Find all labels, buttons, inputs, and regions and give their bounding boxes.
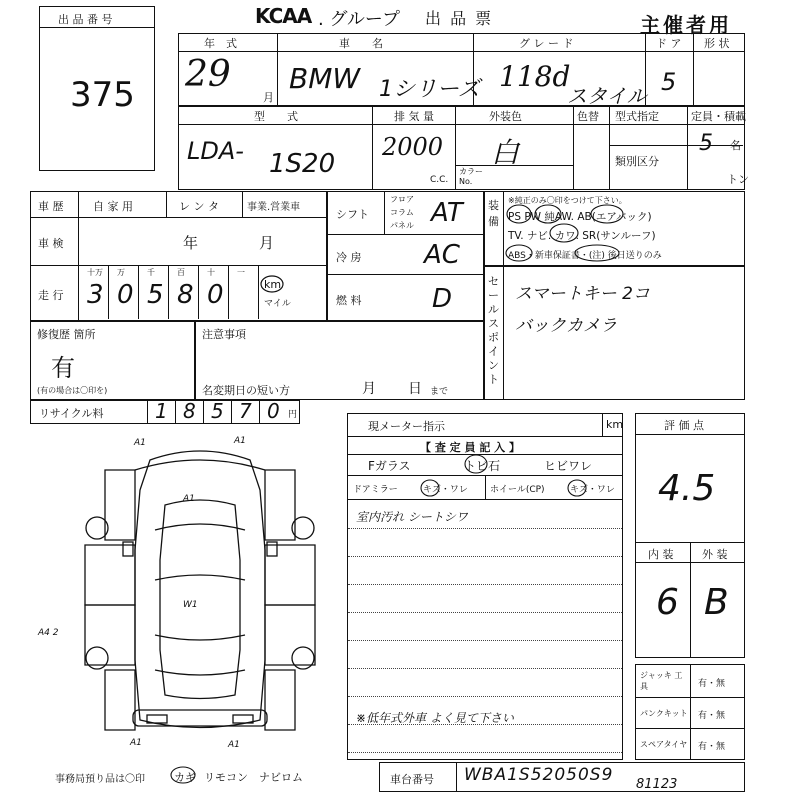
- mileage-mile-label: マイル: [264, 299, 291, 309]
- mileage-digits: [79, 266, 326, 320]
- damage-mark-rear-left: A1: [130, 738, 142, 748]
- organizer-label: 主催者用: [640, 13, 732, 37]
- kcaa-group-label: . グループ: [318, 9, 401, 30]
- history-block: [30, 191, 327, 321]
- inspection-year: 年: [183, 234, 199, 252]
- damage-mark-side: A4 2: [38, 628, 59, 638]
- meter-label: 現メーター指示: [368, 420, 445, 433]
- history-option-rental[interactable]: レ ン タ: [179, 200, 219, 213]
- spare-tire-label: スペアタイヤ: [640, 740, 688, 749]
- mileage-label: 走 行: [38, 289, 64, 302]
- navi-label: ナビロム: [259, 771, 303, 784]
- sales-point-line1: スマートキー 2コ: [515, 284, 650, 304]
- mileage-cell: [169, 266, 199, 319]
- damage-mark-front-right: A1: [234, 436, 246, 446]
- grade-value-2: スタイル: [567, 84, 647, 108]
- lot-number-label: 出 品 番 号: [58, 13, 113, 26]
- history-label: 車 歴: [38, 200, 64, 213]
- inspector-comment-1: 室内汚れ シートシワ: [356, 510, 468, 524]
- equipment-line2: TV. ナビ. カワ. SR(サンルーフ): [508, 230, 656, 242]
- displacement-label: 排 気 量: [394, 110, 434, 123]
- puncture-kit-label: パンクキット: [640, 709, 688, 718]
- car-damage-diagram: [55, 430, 345, 750]
- key-label: カギ: [174, 771, 196, 784]
- recycle-label: リサイクル料: [39, 407, 104, 420]
- category-label: 類別区分: [615, 155, 659, 168]
- mileage-cell: [109, 266, 139, 319]
- mirror-value[interactable]: キズ・ワレ: [423, 485, 468, 495]
- exterior-color-value: 白: [491, 136, 520, 169]
- ton-unit: トン: [727, 173, 749, 186]
- shape-label: 形 状: [704, 37, 730, 50]
- recycle-block: [30, 400, 300, 424]
- inspection-label: 車 検: [38, 237, 64, 250]
- comment-rule: [348, 668, 622, 669]
- sales-point-label: セールスポイント: [488, 275, 499, 386]
- mileage-cell: [79, 266, 109, 319]
- vehicle-info-row2: [178, 106, 749, 190]
- ac-value: AC: [424, 240, 460, 270]
- capacity-label: 定員・積載: [691, 110, 746, 123]
- equipment-circle-marks: [505, 192, 745, 264]
- score-block: [635, 413, 745, 658]
- windshield-chip[interactable]: トビ石: [464, 459, 501, 473]
- drivetrain-block: [327, 191, 484, 321]
- windshield-label: Fガラス: [368, 459, 411, 473]
- year-value: 29: [185, 54, 231, 95]
- car-body-outline: [135, 451, 265, 728]
- comment-rule: [348, 640, 622, 641]
- mileage-digit: 0: [207, 280, 224, 310]
- repair-block: [30, 321, 195, 400]
- lot-number-value: 375: [70, 75, 135, 115]
- sales-point-block: [484, 266, 745, 400]
- repair-value: 有: [51, 354, 75, 382]
- mileage-unit-label: 千: [147, 268, 155, 277]
- recycle-digit: 7: [239, 399, 252, 423]
- recycle-cell: [259, 401, 287, 423]
- mileage-unit-label: 百: [177, 268, 185, 277]
- mileage-cell: [199, 266, 229, 319]
- sales-point-line2: バックカメラ: [515, 316, 617, 336]
- shift-option-floor[interactable]: フロア: [390, 195, 414, 204]
- year-month-unit: 月: [263, 91, 274, 104]
- recycle-digit: 1: [155, 399, 168, 423]
- mileage-cell: [139, 266, 169, 319]
- comment-rule: [348, 696, 622, 697]
- comment-rule: [348, 556, 622, 557]
- comment-rule: [348, 584, 622, 585]
- history-option-private[interactable]: 自 家 用: [93, 200, 133, 213]
- shift-label: シフト: [336, 208, 369, 221]
- recycle-digit: 5: [211, 399, 224, 423]
- interior-label: 内 装: [648, 548, 674, 561]
- recycle-digit: 8: [183, 399, 196, 423]
- wheel-rear-left: [86, 647, 108, 669]
- model-value: 1シリーズ: [379, 77, 480, 102]
- capacity-value: 5: [699, 131, 713, 156]
- chassis-value: WBA1S52050S9: [464, 765, 614, 785]
- comment-rule: [348, 528, 622, 529]
- mileage-digit: 3: [87, 280, 104, 310]
- exterior-value: B: [704, 582, 729, 623]
- fuel-label: 燃 料: [336, 294, 362, 307]
- chassis-label: 車台番号: [390, 773, 434, 786]
- lot-number-box: [39, 6, 155, 171]
- interior-value: 6: [656, 582, 679, 623]
- fuel-value: D: [432, 284, 453, 314]
- mileage-digit: 0: [117, 280, 134, 310]
- mileage-unit-label: 一: [237, 268, 245, 277]
- color-change-label: 色替: [577, 110, 599, 123]
- make-value: BMW: [289, 62, 361, 95]
- inspector-comment-2: ※低年式外車 よく見て下さい: [356, 711, 514, 725]
- year-label: 年 式: [204, 37, 237, 50]
- comment-rule: [348, 612, 622, 613]
- chassis-block: [379, 762, 745, 792]
- shift-option-panel[interactable]: パネル: [390, 221, 414, 230]
- history-option-business[interactable]: 事業.営業車: [247, 202, 301, 213]
- color-no-label: カラー No.: [459, 167, 483, 186]
- mileage-digit: 5: [147, 280, 164, 310]
- recycle-cell: [175, 401, 203, 423]
- recycle-digits: [147, 401, 287, 423]
- shift-value: AT: [431, 198, 463, 228]
- inspector-title: 【 査 定 員 記 入 】: [420, 441, 520, 454]
- mileage-digit: 8: [177, 280, 194, 310]
- chassis-value-2: 81123: [636, 777, 678, 792]
- inspection-month: 月: [259, 234, 275, 252]
- mirror-label: ドアミラー: [353, 485, 398, 495]
- recycle-cell: [231, 401, 259, 423]
- recycle-cell: [147, 401, 175, 423]
- grade-label: グ レ ー ド: [519, 37, 574, 50]
- damage-mark-roof: W1: [183, 600, 198, 610]
- remote-label: リモコン: [204, 771, 248, 784]
- make-label: 車 名: [339, 37, 383, 50]
- doors-value: 5: [661, 68, 677, 96]
- recycle-unit: 円: [288, 410, 298, 420]
- equipment-line3: ABS・新車保証書・(注) 後日送りのみ: [508, 251, 662, 261]
- damage-mark-rear-right: A1: [228, 740, 240, 750]
- recycle-digit: 0: [267, 399, 280, 423]
- mileage-cell: [229, 266, 259, 319]
- equipment-block: [484, 191, 745, 266]
- accessories-block: [635, 664, 745, 760]
- doors-label: ド ア: [656, 37, 682, 50]
- type-value-2: 1S20: [269, 149, 336, 179]
- mileage-km-label: km: [264, 278, 282, 291]
- form-title: 出 品 票: [425, 9, 494, 28]
- kcaa-logo: KCAA: [255, 4, 312, 28]
- repair-label: 修復歴 箇所: [37, 328, 96, 341]
- mileage-unit-label: 十万: [87, 268, 103, 277]
- mileage-unit-label: 万: [117, 268, 125, 277]
- exterior-label: 外 装: [702, 548, 728, 561]
- type-label: 型 式: [254, 110, 298, 123]
- equipment-line1: PS PW 純AW. AB(エアバック): [508, 211, 652, 223]
- mileage-unit-label: 十: [207, 268, 215, 277]
- meter-unit: km: [606, 418, 624, 431]
- jack-label: ジャッキ 工 具: [640, 671, 683, 691]
- type-designation-label: 型式指定: [615, 110, 659, 123]
- key-circle: [170, 766, 196, 784]
- capacity-unit: 名: [730, 139, 741, 152]
- inspector-block: [347, 413, 623, 760]
- wheel-label: ホイール(CP): [490, 485, 545, 495]
- displacement-unit: C.C.: [430, 175, 449, 185]
- type-value: LDA-: [187, 137, 244, 165]
- jack-value[interactable]: 有・無: [698, 679, 726, 689]
- notes-block: [195, 321, 484, 400]
- deadline-day: 日: [408, 381, 422, 397]
- damage-mark-hood: A1: [183, 494, 195, 504]
- recycle-cell: [203, 401, 231, 423]
- wheel-rear-right: [292, 647, 314, 669]
- deadline-until: まで: [430, 387, 449, 397]
- notes-label: 注意事項: [202, 328, 246, 341]
- shift-option-column[interactable]: コラム: [390, 208, 414, 217]
- score-label: 評 価 点: [664, 419, 704, 432]
- windshield-crack[interactable]: ヒビワレ: [544, 459, 593, 473]
- vehicle-info-row1: [178, 33, 745, 106]
- spare-tire-value[interactable]: 有・無: [698, 742, 726, 752]
- comment-rule: [348, 752, 622, 753]
- equipment-note: ※純正のみ〇印をつけて下さい。: [508, 196, 627, 205]
- deadline-month: 月: [362, 381, 376, 397]
- exterior-color-label: 外装色: [489, 110, 522, 123]
- repair-note: (有の場合は〇印を): [37, 386, 108, 395]
- score-value: 4.5: [658, 468, 716, 509]
- equipment-label: 装備: [488, 199, 499, 228]
- car-roof-outline: [160, 500, 240, 699]
- mileage-km-circle: [260, 275, 284, 293]
- grade-value: 118d: [499, 60, 571, 93]
- wheel-value[interactable]: キズ・ワレ: [570, 485, 615, 495]
- deadline-label: 名変期日の短い方: [202, 384, 290, 397]
- displacement-value: 2000: [382, 133, 444, 161]
- ac-label: 冷 房: [336, 251, 362, 264]
- office-note: 事務局預り品は〇印: [55, 774, 145, 785]
- puncture-kit-value[interactable]: 有・無: [698, 711, 726, 721]
- damage-mark-front-left: A1: [134, 438, 146, 448]
